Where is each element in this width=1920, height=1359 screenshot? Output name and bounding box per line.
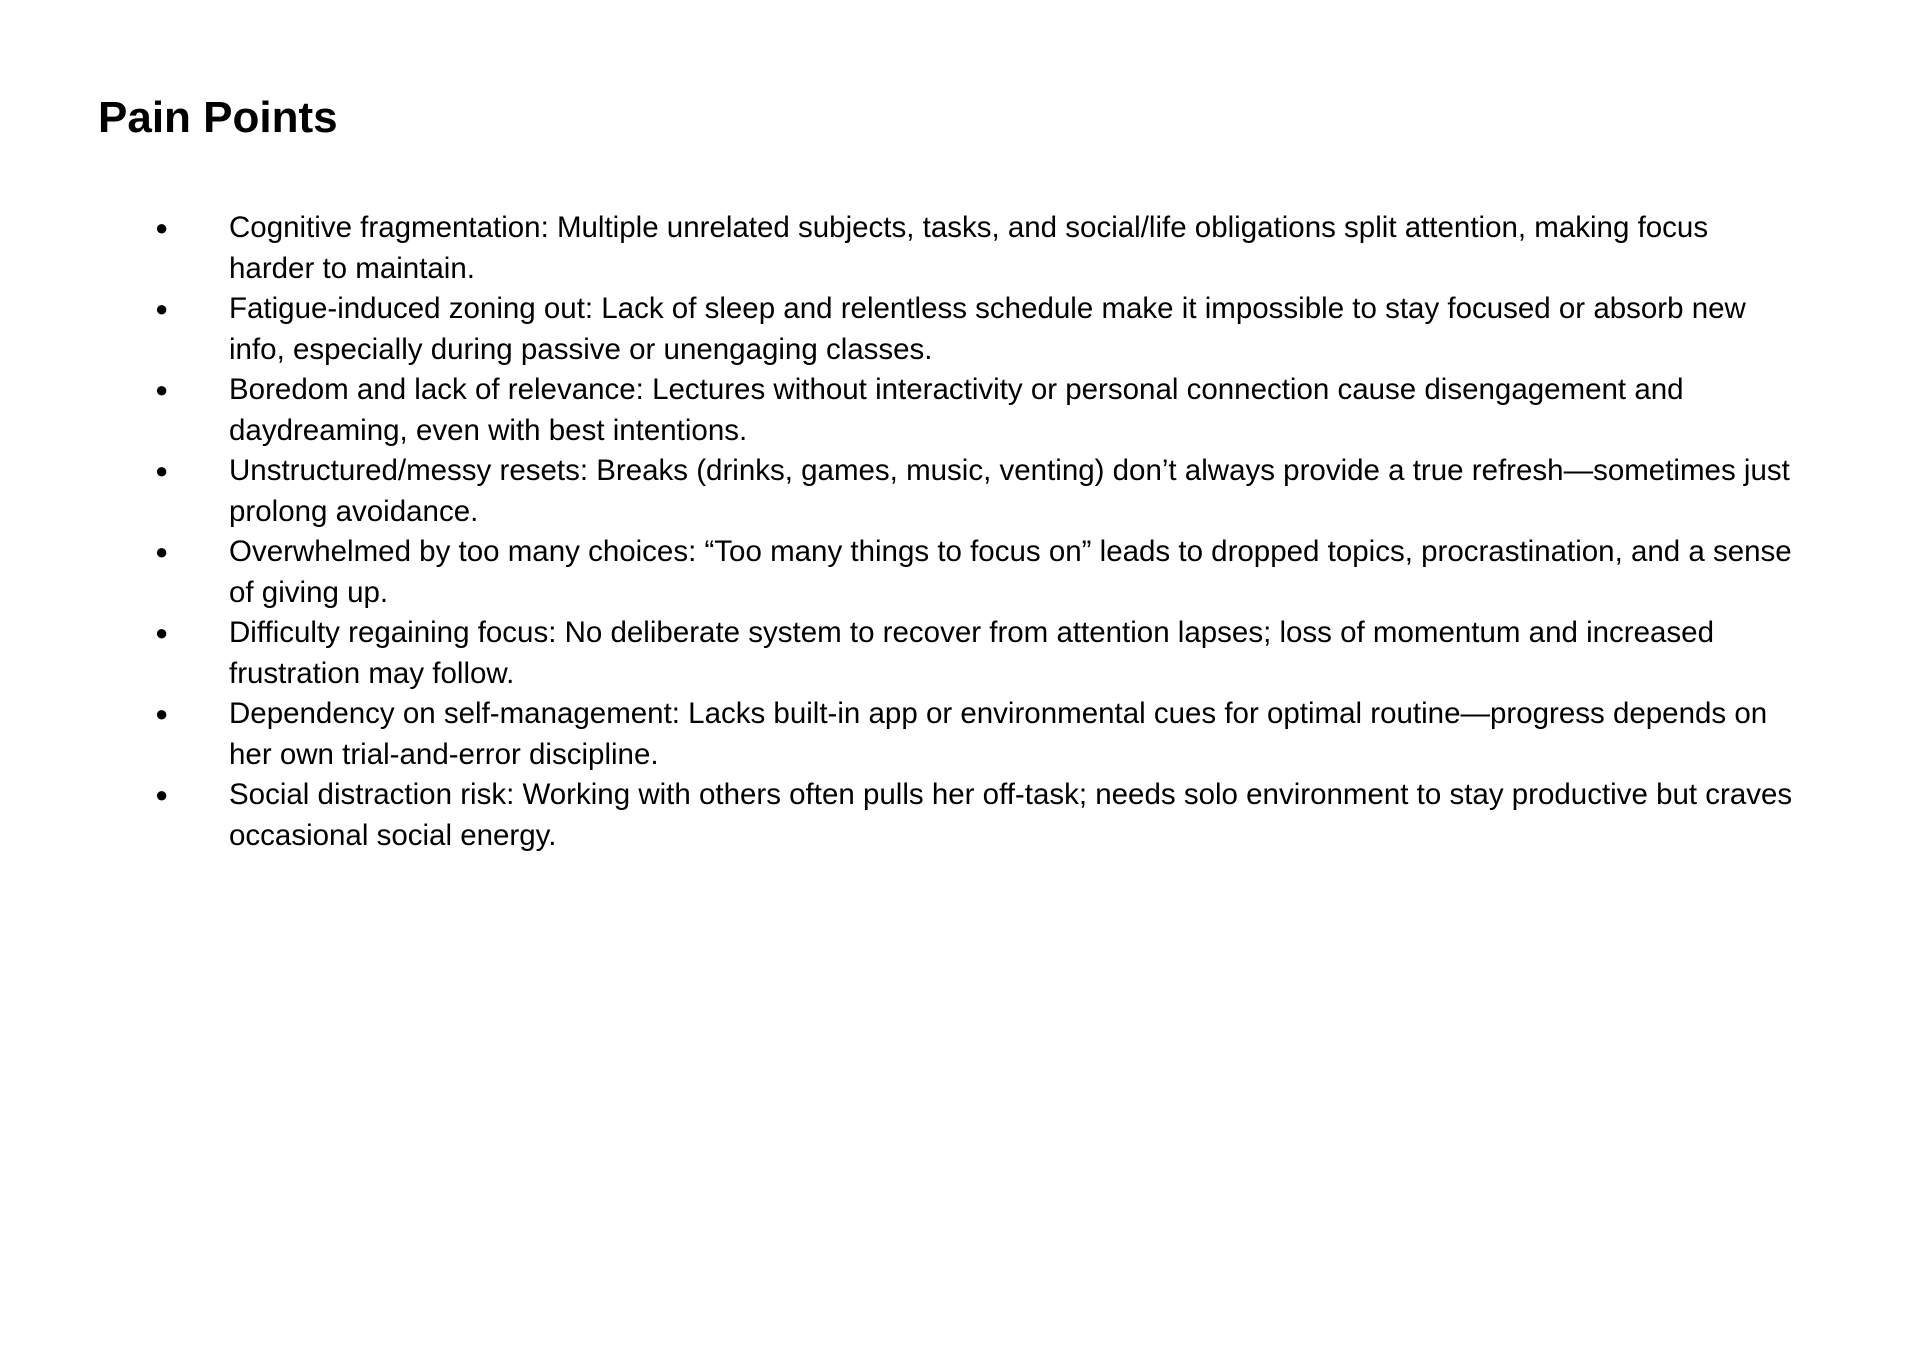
list-item-text: Fatigue-induced zoning out: Lack of sleep and relentless schedule make it impossible to stay focused or absorb new info, especially during passive or unengaging classes. [229,292,1746,366]
list-item [0,613,1799,694]
list-item [0,532,1799,613]
list-item-text: Overwhelmed by too many choices: “Too many things to focus on” leads to dropped topics, procrastination, and a sense of giving up. [229,535,1792,609]
list-item-text: Difficulty regaining focus: No deliberate system to recover from attention lapses; loss of momentum and increased frustration may follow. [229,616,1714,690]
bullet-icon: ● [155,701,169,726]
list-item [0,289,1799,370]
list-item [0,775,1799,856]
list-item-text: Unstructured/messy resets: Breaks (drinks, games, music, venting) don’t always provide a true refresh—sometimes just prolong avoidance. [229,454,1790,528]
bullet-icon: ● [155,458,169,483]
list-item-text: Social distraction risk: Working with others often pulls her off-task; needs solo environment to stay productive but craves occasional social energy. [229,778,1793,852]
bullet-icon: ● [155,620,169,645]
pain-points-list [0,208,1920,856]
bullet-icon: ● [155,782,169,807]
list-item-text: Boredom and lack of relevance: Lectures without interactivity or personal connection cause disengagement and daydreaming, even with best intentions. [229,373,1684,447]
list-item-text: Cognitive fragmentation: Multiple unrelated subjects, tasks, and social/life obligations split attention, making focus harder to maintain. [229,211,1709,285]
bullet-icon: ● [155,377,169,402]
list-item-text: Dependency on self-management: Lacks built-in app or environmental cues for optimal routine—progress depends on her own trial-and-error discipline. [229,697,1768,771]
list-item [0,451,1799,532]
page-title: Pain Points [98,93,338,142]
bullet-icon: ● [155,539,169,564]
list-item [0,208,1799,289]
bullet-icon: ● [155,296,169,321]
bullet-icon: ● [155,215,169,240]
list-item [0,694,1799,775]
list-item [0,370,1799,451]
